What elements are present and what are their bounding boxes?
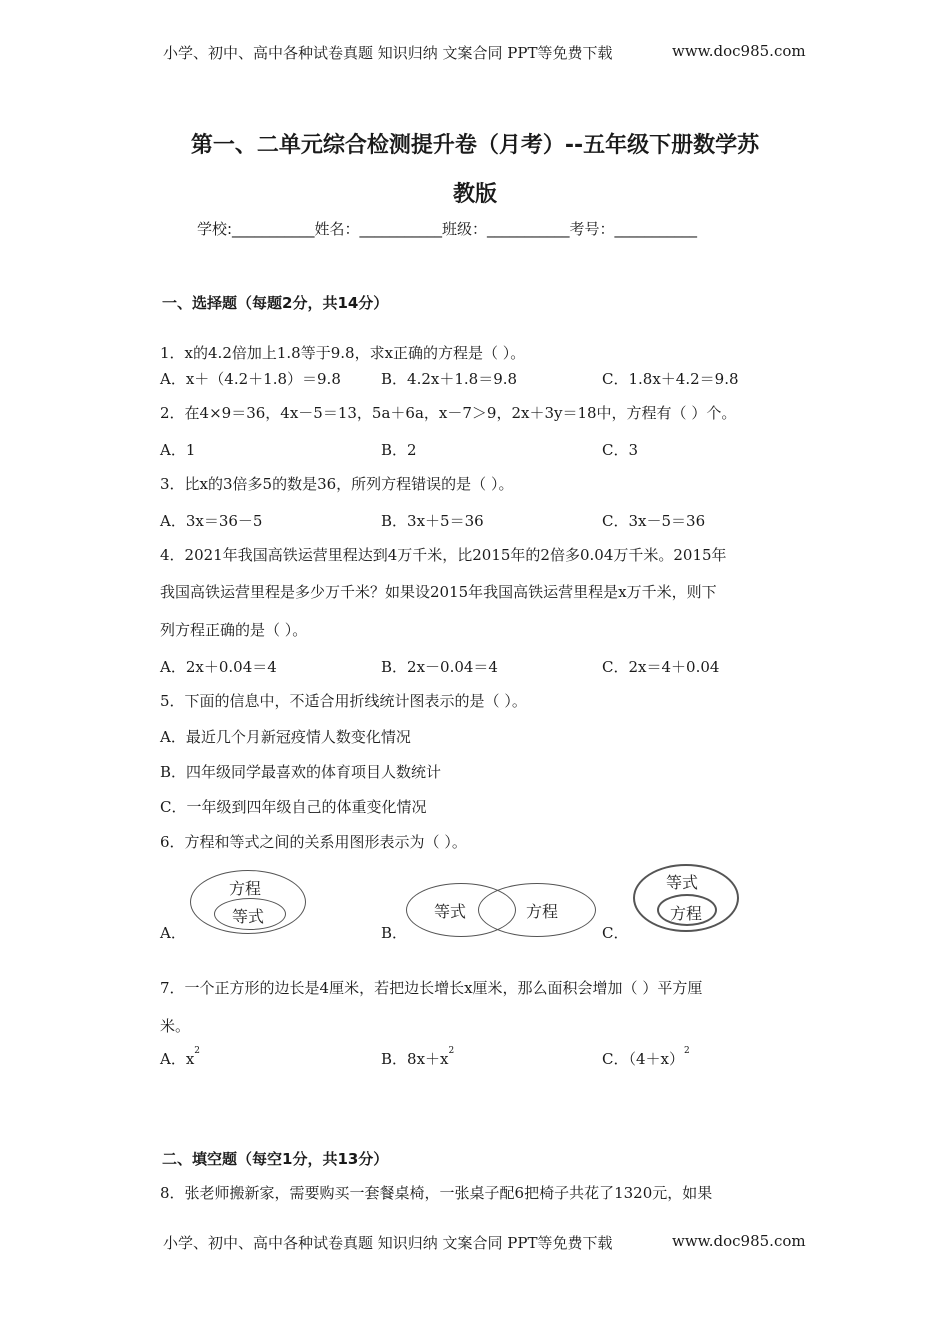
q3-option-c: C．3x－5＝36 [602, 512, 706, 530]
q2-option-c: C．3 [602, 441, 639, 459]
header-url[interactable]: www.doc985.com [672, 42, 806, 60]
question-1: 1．x的4.2倍加上1.8等于9.8，求x正确的方程是（ ）。 [160, 344, 526, 362]
q3-option-b: B．3x＋5＝36 [381, 512, 484, 530]
q7-option-b-text: B．8x＋x [381, 1050, 449, 1068]
q1-option-c: C．1.8x＋4.2＝9.8 [602, 370, 739, 388]
q7-option-a [160, 1048, 200, 1069]
q7-option-c [602, 1048, 690, 1069]
q7-option-a-exponent: 2 [194, 1046, 201, 1056]
q6-option-b: B． [381, 924, 408, 942]
footer-left-text: 小学、初中、高中各种试卷真题 知识归纳 文案合同 PPT等免费下载 [163, 1234, 613, 1252]
q6-option-a: A． [160, 924, 186, 942]
q6-c-outer-label: 等式 [666, 873, 699, 892]
section1-heading: 一、选择题（每题2分，共14分） [162, 294, 389, 312]
q6-figure-c [633, 864, 739, 932]
q7-option-b [381, 1048, 454, 1069]
q1-option-b: B．4.2x＋1.8＝9.8 [381, 370, 518, 388]
q7-option-c-exponent: 2 [683, 1046, 690, 1056]
q7-option-c-text: C．（4＋x） [602, 1050, 684, 1068]
q1-option-a: A．x＋（4.2＋1.8）＝9.8 [160, 370, 341, 388]
q4-option-b: B．2x－0.04＝4 [381, 658, 498, 676]
q6-option-c: C． [602, 924, 629, 942]
question-5: 5．下面的信息中，不适合用折线统计图表示的是（ ）。 [160, 692, 527, 710]
q4-option-c: C．2x＝4＋0.04 [602, 658, 720, 676]
question-4-line2: 我国高铁运营里程是多少万千米？如果设2015年我国高铁运营里程是x万千米，则下 [160, 583, 717, 601]
q7-option-a-text: A．x [160, 1050, 195, 1068]
question-3: 3．比x的3倍多5的数是36，所列方程错误的是（ ）。 [160, 475, 514, 493]
section2-heading: 二、填空题（每空1分，共13分） [162, 1150, 389, 1168]
q2-option-a: A．1 [160, 441, 196, 459]
question-4-line1: 4．2021年我国高铁运营里程达到4万千米，比2015年的2倍多0.04万千米。2015年 [160, 546, 727, 564]
q4-option-a: A．2x＋0.04＝4 [160, 658, 277, 676]
q5-option-a: A．最近几个月新冠疫情人数变化情况 [160, 728, 411, 746]
page-title-line2: 教版 [452, 182, 497, 207]
question-7-line1: 7．一个正方形的边长是4厘米，若把边长增长x厘米，那么面积会增加（ ）平方厘 [160, 979, 703, 997]
question-2: 2．在4×9＝36，4x－5＝13，5a＋6a，x－7＞9，2x＋3y＝18中，方程有（ ）个。 [160, 404, 737, 422]
page-title-line1: 第一、二单元综合检测提升卷（月考）--五年级下册数学苏 [190, 133, 760, 158]
student-info-fields: 学校:___________姓名：___________班级：___________考号：___________ [197, 220, 698, 238]
q5-option-b: B．四年级同学最喜欢的体育项目人数统计 [160, 763, 442, 781]
footer-url[interactable]: www.doc985.com [672, 1232, 806, 1250]
question-4-line3: 列方程正确的是（ ）。 [160, 621, 308, 639]
q6-a-inner-label: 等式 [232, 907, 265, 926]
q5-option-c: C．一年级到四年级自己的体重变化情况 [160, 798, 427, 816]
question-6: 6．方程和等式之间的关系用图形表示为（ ）。 [160, 833, 467, 851]
header-left-text: 小学、初中、高中各种试卷真题 知识归纳 文案合同 PPT等免费下载 [163, 44, 613, 62]
q7-option-b-exponent: 2 [448, 1046, 455, 1056]
q2-option-b: B．2 [381, 441, 417, 459]
q6-c-inner-label: 方程 [670, 904, 703, 923]
q6-b-right-label: 方程 [526, 902, 559, 921]
q6-figure-b [406, 883, 606, 937]
q3-option-a: A．3x＝36－5 [160, 512, 263, 530]
question-8: 8．张老师搬新家，需要购买一套餐桌椅，一张桌子配6把椅子共花了1320元，如果 [160, 1184, 713, 1202]
q6-a-outer-label: 方程 [229, 879, 262, 898]
q6-b-left-label: 等式 [434, 902, 467, 921]
q6-figure-a [190, 870, 306, 934]
question-7-line2: 米。 [160, 1017, 191, 1035]
